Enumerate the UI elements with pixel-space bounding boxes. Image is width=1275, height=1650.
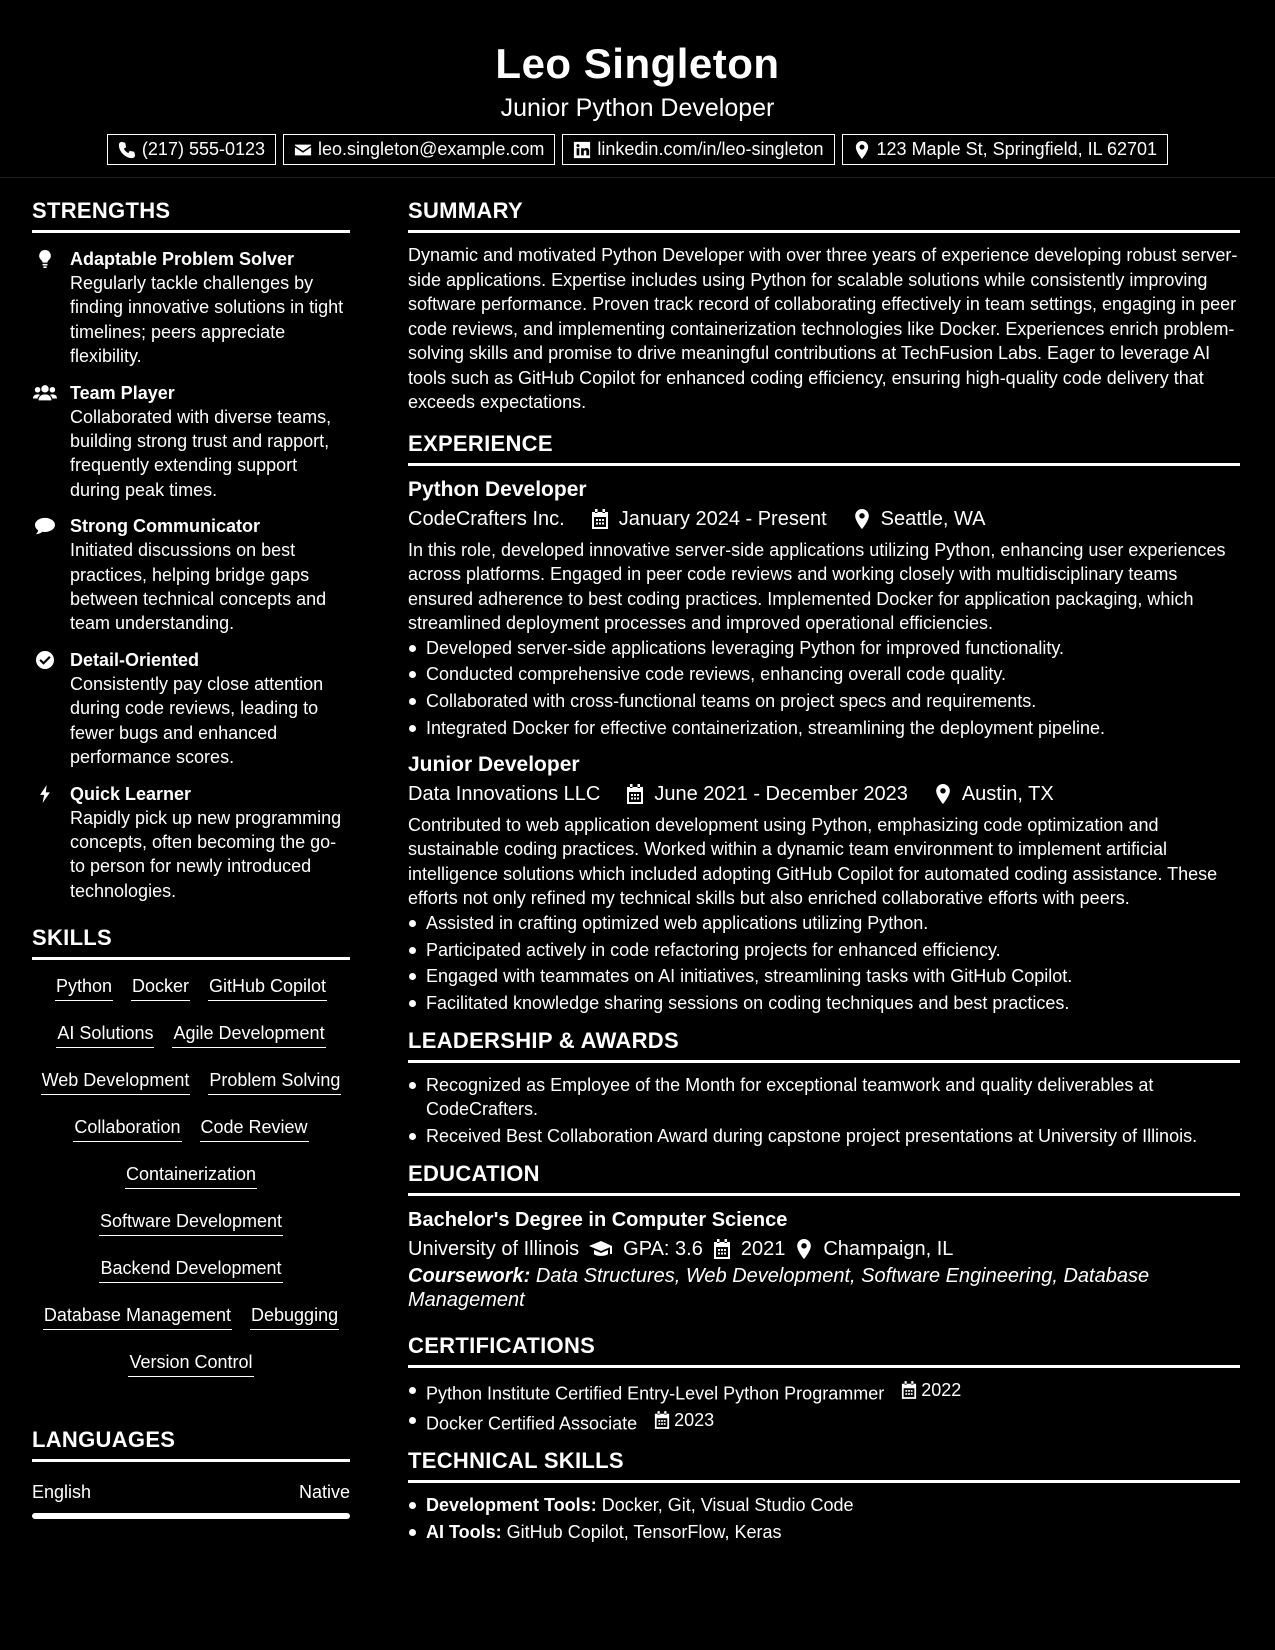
job-meta <box>408 504 1240 534</box>
job-company: CodeCrafters Inc. <box>408 507 565 530</box>
coursework <box>408 1264 1240 1313</box>
strength-desc: Consistently pay close attention during code reviews, leading to fewer bugs and enhanced performance scores. <box>70 673 324 768</box>
skill-tag: Problem Solving <box>208 1068 341 1095</box>
linkedin-icon <box>573 141 591 159</box>
languages-heading: LANGUAGES <box>32 1427 350 1462</box>
certifications-heading: CERTIFICATIONS <box>408 1333 1240 1368</box>
contact-phone-text: (217) 555-0123 <box>141 139 266 159</box>
check-circle-icon <box>35 651 55 669</box>
job-location: Seattle, WA <box>880 507 986 530</box>
certification-year: 2022 <box>921 1379 962 1400</box>
strengths-heading: STRENGTHS <box>32 198 350 233</box>
skill-tag: Containerization <box>125 1162 257 1189</box>
calendar-icon <box>654 1411 670 1429</box>
technical-skill-item <box>408 1520 1240 1545</box>
language-name: English <box>32 1482 92 1503</box>
job-description: In this role, developed innovative server-side applications utilizing Python, enhancing user experiences across platforms. Engaged in peer code reviews and working closely with multidisciplinary teams ensured adherence to best coding practices. Implemented Docker for application packaging, which streamlined deployment processes and improved operational efficiencies. <box>408 539 1226 633</box>
summary-text: Dynamic and motivated Python Developer with over three years of experience developing robust server-side applications. Expertise includes using Python for scalable solutions while consistently improving software performance. Proven track record of collaborating effectively in team settings, engaging in peer code reviews, and implementing containerization technologies like Docker. Experiences enrich problem-solving skills and promise to drive meaningful contributions at TechFusion Labs. Eager to leverage AI tools such as GitHub Copilot for enhanced coding efficiency, ensuring high-quality code delivery that exceeds expectations. <box>408 245 1238 412</box>
strength-desc: Initiated discussions on best practices, helping bridge gaps between technical concepts and team understanding. <box>70 540 327 634</box>
strength-desc: Collaborated with diverse teams, building strong trust and rapport, frequently extending support during peak times. <box>70 406 332 500</box>
calendar-icon <box>901 1381 917 1399</box>
job-dates: January 2024 - Present <box>618 507 827 530</box>
coursework-list: Data Structures, Web Development, Software Engineering, Database Management <box>408 1264 1150 1312</box>
strength-desc: Rapidly pick up new programming concepts, often becoming the go-to person for newly introduced technologies. <box>70 807 342 901</box>
job-dates: June 2021 - December 2023 <box>654 782 908 805</box>
job-bullet: Facilitated knowledge sharing sessions on coding techniques and best practices. <box>408 991 1240 1016</box>
skill-tag: Python <box>55 974 113 1001</box>
skill-tag: GitHub Copilot <box>208 974 327 1001</box>
graduation-cap-icon <box>589 1239 613 1259</box>
skill-tag: Backend Development <box>99 1256 282 1283</box>
strength-item <box>32 782 350 904</box>
contact-phone[interactable] <box>107 134 276 165</box>
strength-title: Strong Communicator <box>70 516 261 537</box>
strength-item <box>32 514 350 636</box>
job-meta <box>408 779 1240 809</box>
skill-tag: Database Management <box>43 1303 232 1330</box>
contact-row <box>0 134 1275 165</box>
summary-heading: SUMMARY <box>408 198 1240 233</box>
skill-tag: Docker <box>131 974 190 1001</box>
strength-item <box>32 648 350 770</box>
skill-tag: Collaboration <box>73 1115 181 1142</box>
map-pin-icon <box>853 509 871 529</box>
leadership-item: Received Best Collaboration Award during capstone project presentations at University of Illinois. <box>408 1124 1240 1149</box>
phone-icon <box>118 141 136 159</box>
strength-item <box>32 381 350 503</box>
contact-linkedin[interactable] <box>562 134 834 165</box>
graduation-year: 2021 <box>740 1237 786 1260</box>
map-pin-icon <box>795 1239 813 1259</box>
job-bullet: Developed server-side applications leveraging Python for improved functionality. <box>408 636 1240 661</box>
education-heading: EDUCATION <box>408 1161 1240 1196</box>
skill-tag: AI Solutions <box>56 1021 154 1048</box>
leadership-list <box>408 1073 1240 1149</box>
map-pin-icon <box>934 784 952 804</box>
leadership-heading: LEADERSHIP & AWARDS <box>408 1028 1240 1063</box>
right-column <box>408 198 1240 1546</box>
skill-tag: Debugging <box>250 1303 339 1330</box>
job-bullets <box>408 636 1240 741</box>
certification-year: 2023 <box>674 1409 715 1430</box>
certification-name: Docker Certified Associate <box>426 1413 638 1434</box>
job-title: Junior Developer <box>408 752 580 776</box>
strength-title: Adaptable Problem Solver <box>70 249 295 269</box>
strength-desc: Regularly tackle challenges by finding innovative solutions in tight timelines; peers appreciate flexibility. <box>70 273 344 367</box>
school-name: University of Illinois <box>408 1237 580 1260</box>
job-description: Contributed to web application development using Python, emphasizing code optimization and sustainable coding practices. Worked within a dynamic team environment to implement artificial intelligence solutions which included adopting GitHub Copilot for automated coding assistance. These efforts not only refined my technical skills but also enriched collaborative efforts with peers. <box>408 814 1218 909</box>
job-bullet: Assisted in crafting optimized web applications utilizing Python. <box>408 911 1240 936</box>
job-bullets <box>408 911 1240 1016</box>
strength-title: Detail-Oriented <box>70 649 200 670</box>
gpa: GPA: 3.6 <box>623 1237 703 1260</box>
technical-skill-label: AI Tools: <box>426 1521 502 1542</box>
technical-skill-label: Development Tools: <box>426 1494 597 1515</box>
degree-title: Bachelor's Degree in Computer Science <box>408 1208 788 1231</box>
skill-tag: Version Control <box>128 1350 253 1377</box>
skills-heading: SKILLS <box>32 925 350 960</box>
resume-header <box>0 0 1275 178</box>
leadership-item: Recognized as Employee of the Month for exceptional teamwork and quality deliverables at CodeCrafters. <box>408 1073 1240 1122</box>
candidate-role: Junior Python Developer <box>500 94 775 122</box>
technical-skill-value: Docker, Git, Visual Studio Code <box>601 1494 854 1515</box>
skills-list <box>32 970 350 1377</box>
job-title: Python Developer <box>408 477 587 501</box>
skill-tag: Web Development <box>41 1068 191 1095</box>
job-bullet: Integrated Docker for effective containerization, streamlining the deployment pipeline. <box>408 716 1240 741</box>
calendar-icon <box>626 784 644 804</box>
certification-name: Python Institute Certified Entry-Level Python Programmer <box>426 1382 885 1403</box>
school-location: Champaign, IL <box>823 1237 954 1260</box>
candidate-name: Leo Singleton <box>495 40 780 87</box>
language-proficiency-bar <box>32 1513 350 1519</box>
strength-item <box>32 247 350 369</box>
skill-tag: Code Review <box>200 1115 309 1142</box>
language-row <box>32 1472 350 1503</box>
comment-icon <box>35 517 55 535</box>
strength-title: Quick Learner <box>70 783 192 804</box>
language-level: Native <box>298 1482 350 1503</box>
job-bullet: Conducted comprehensive code reviews, enhancing overall code quality. <box>408 662 1240 687</box>
technical-skills-list <box>408 1493 1240 1544</box>
calendar-icon <box>591 509 609 529</box>
map-pin-icon <box>853 141 871 159</box>
contact-email-text: leo.singleton@example.com <box>318 139 545 159</box>
certifications-list <box>408 1378 1240 1436</box>
certification-item <box>408 1408 1240 1436</box>
left-column <box>32 198 350 1519</box>
job-company: Data Innovations LLC <box>408 782 601 805</box>
job-bullet: Participated actively in code refactoring projects for enhanced efficiency. <box>408 938 1240 963</box>
calendar-icon <box>713 1239 731 1259</box>
coursework-label: Coursework: <box>408 1264 531 1287</box>
technical-skill-item <box>408 1493 1240 1518</box>
education-meta <box>408 1234 1240 1264</box>
contact-email[interactable] <box>283 134 555 165</box>
contact-address <box>842 134 1169 165</box>
experience-heading: EXPERIENCE <box>408 431 1240 466</box>
certification-item <box>408 1378 1240 1406</box>
skill-tag: Software Development <box>99 1209 283 1236</box>
bolt-icon <box>35 785 55 803</box>
contact-linkedin-text: linkedin.com/in/leo-singleton <box>597 139 824 159</box>
users-icon <box>33 384 57 402</box>
envelope-icon <box>294 141 312 159</box>
skill-tag: Agile Development <box>172 1021 325 1048</box>
lightbulb-icon <box>35 250 55 268</box>
technical-skills-heading: TECHNICAL SKILLS <box>408 1448 1240 1483</box>
job-location: Austin, TX <box>961 782 1054 805</box>
technical-skill-value: GitHub Copilot, TensorFlow, Keras <box>506 1521 782 1542</box>
job-bullet: Collaborated with cross-functional teams on project specs and requirements. <box>408 689 1240 714</box>
job-bullet: Engaged with teammates on AI initiatives, streamlining tasks with GitHub Copilot. <box>408 964 1240 989</box>
contact-address-text: 123 Maple St, Springfield, IL 62701 <box>876 139 1158 159</box>
strength-title: Team Player <box>70 382 175 403</box>
